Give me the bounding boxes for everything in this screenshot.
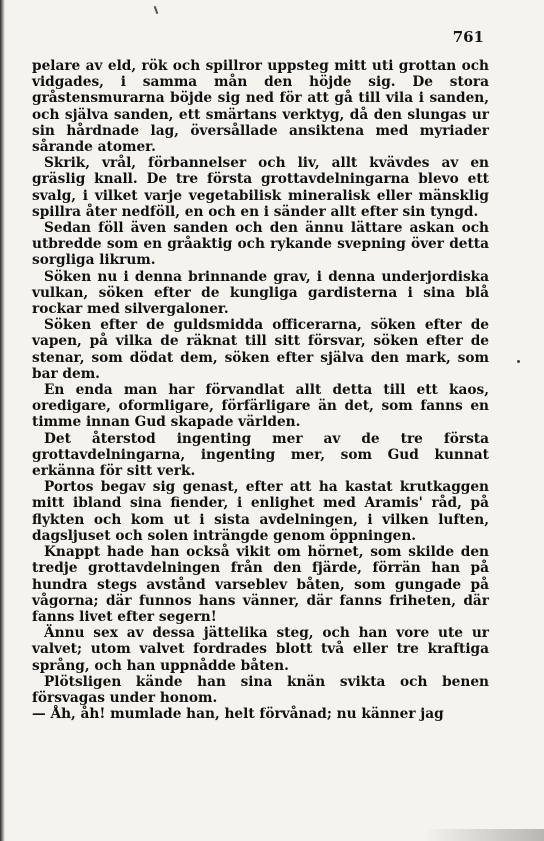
paragraph: Det återstod ingenting mer av de tre första grottavdelningarna, ingenting mer, som Gud kunnat erkänna för sitt verk. (32, 430, 489, 480)
print-speck (517, 360, 520, 363)
paragraph: Knappt hade han också vikit om hörnet, som skilde den tredje grottavdelningen från den fjärde, förrän han på hundra stegs avstånd varseblev båten, som gungade på vågorna; där funnos hans vänner, där fanns friheten, där fanns livet efter segern! (32, 544, 489, 625)
paragraph: Söken nu i denna brinnande grav, i denna underjordiska vulkan, söken efter de kungliga gardisterna i sina blå rockar med silvergaloner. (32, 268, 489, 318)
paragraph: Portos begav sig genast, efter att ha kastat krutkaggen mitt ibland sina fiender, i enlighet med Aramis' råd, på flykten och kom ut i sista avdelningen, i vilken luften, dagsljuset och solen inträngde genom öppningen. (32, 479, 489, 544)
paragraph: — Åh, åh! mumlade han, helt förvånad; nu känner jag (32, 706, 444, 723)
body-text (32, 58, 489, 722)
paragraph: Ännu sex av dessa jättelika steg, och han vore ute ur valvet; utom valvet fordrades blott två eller tre kraftiga språng, och han uppnådde båten. (32, 625, 489, 674)
page-number: 761 (452, 28, 484, 46)
paragraph: pelare av eld, rök och spillror uppsteg mitt uti grottan och vidgades, i samma mån den höjde sig. De stora gråstensmurarna böjde sig ned för att gå till vila i sanden, och själva sanden, ett smärtans verktyg, då den slungas ur sin hårdnade lag, översållade ansiktena med myriader sårande atomer. (32, 58, 489, 156)
print-mark (154, 6, 159, 14)
page-edge-shadow (0, 0, 5, 841)
scan-smudge (424, 829, 544, 841)
paragraph: Plötsligen kände han sina knän svikta och benen försvagas under honom. (32, 673, 489, 706)
paragraph: Sedan föll även sanden och den ännu lättare askan och utbredde som en gråaktig och rykande svepning över detta sorgliga likrum. (32, 220, 489, 269)
paragraph: Skrik, vrål, förbannelser och liv, allt kvävdes av en gräslig knall. De tre första grottavdelningarna blevo ett svalg, i vilket varje vegetabilisk mineralisk eller mänsklig spillra åter nedföll, en och en i sänder allt efter sin tyngd. (32, 155, 489, 220)
paragraph: Söken efter de guldsmidda officerarna, söken efter de vapen, på vilka de räknat till sitt försvar, söken efter de stenar, som dödat dem, söken efter själva den mark, som bar dem. (32, 317, 489, 382)
paragraph: En enda man har förvandlat allt detta till ett kaos, oredigare, oformligare, förfärligare än det, som fanns en timme innan Gud skapade världen. (32, 382, 489, 431)
